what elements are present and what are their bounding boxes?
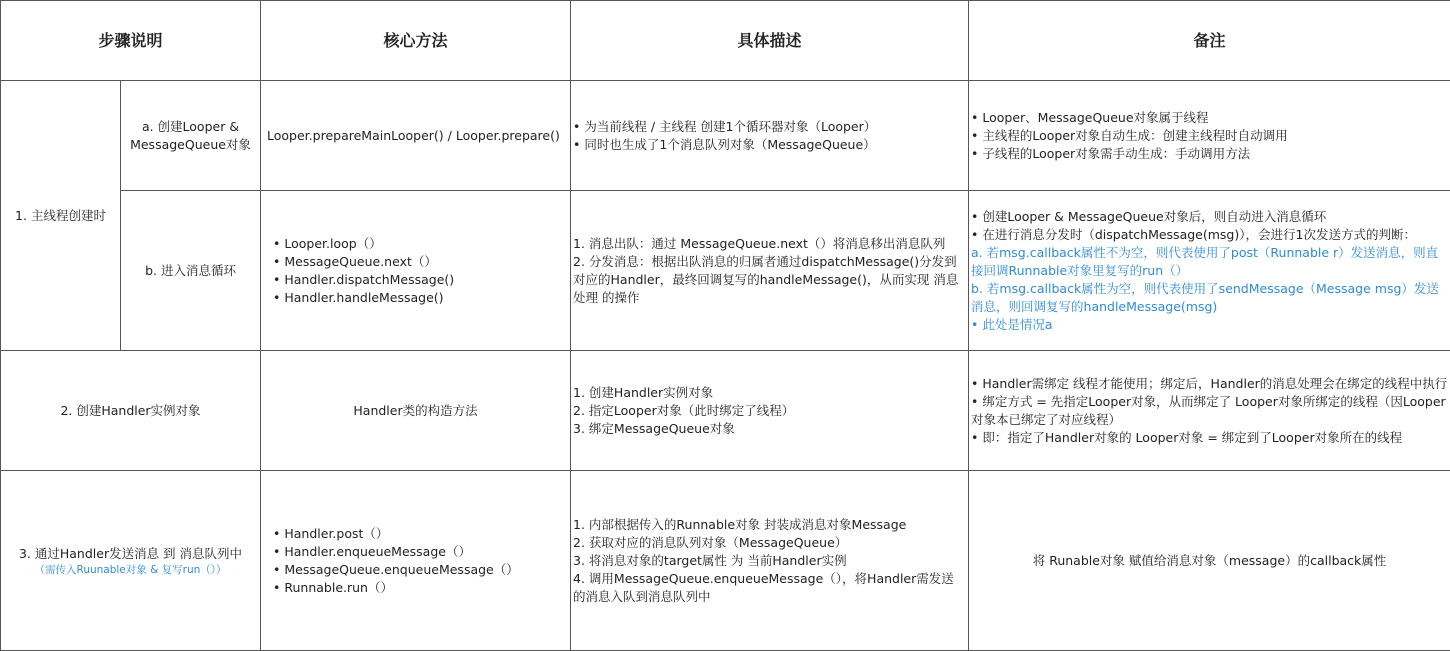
note-line-highlight: • 此处是情况a [971, 316, 1448, 334]
table-row [1, 191, 1450, 351]
method-line: • MessageQueue.enqueueMessage（） [273, 561, 568, 579]
header-notes: 备注 [969, 1, 1450, 81]
method-line: • Handler.handleMessage() [273, 289, 568, 307]
step1b-description [571, 191, 969, 351]
desc-line: 2. 指定Looper对象（此时绑定了线程） [573, 402, 966, 420]
step3-note: 将 Runable对象 赋值给消息对象（message）的callback属性 [969, 471, 1450, 651]
step3-description [571, 471, 969, 651]
desc-line: 1. 创建Handler实例对象 [573, 384, 966, 402]
table-row [1, 351, 1450, 471]
step1a-label: a. 创建Looper & MessageQueue对象 [121, 81, 261, 191]
desc-line: 2. 获取对应的消息队列对象（MessageQueue） [573, 534, 966, 552]
method-line: • Looper.loop（） [273, 235, 568, 253]
table-row [1, 81, 1450, 191]
note-line: • 主线程的Looper对象自动生成：创建主线程时自动调用 [971, 127, 1448, 145]
note-line: • 绑定方式 = 先指定Looper对象，从而绑定了 Looper对象所绑定的线程（因Looper对象本已绑定了对应线程） [971, 393, 1448, 429]
method-line: • MessageQueue.next（） [273, 253, 568, 271]
desc-line: 3. 将消息对象的target属性 为 当前Handler实例 [573, 552, 966, 570]
method-line: • Handler.dispatchMessage() [273, 271, 568, 289]
step1a-notes [969, 81, 1450, 191]
step2-notes [969, 351, 1450, 471]
header-description: 具体描述 [571, 1, 969, 81]
step1b-methods [261, 191, 571, 351]
note-line: • 在进行消息分发时（dispatchMessage(msg)），会进行1次发送方式的判断： [971, 226, 1448, 244]
note-line: • 子线程的Looper对象需手动生成：手动调用方法 [971, 145, 1448, 163]
header-steps: 步骤说明 [1, 1, 261, 81]
note-line: • 即：指定了Handler对象的 Looper对象 = 绑定到了Looper对象所在的线程 [971, 429, 1448, 447]
table-row [1, 471, 1450, 651]
step2-description [571, 351, 969, 471]
step3-methods [261, 471, 571, 651]
step1a-method: Looper.prepareMainLooper() / Looper.prepare() [261, 81, 571, 191]
method-line: • Handler.enqueueMessage（） [273, 543, 568, 561]
desc-line: 1. 内部根据传入的Runnable对象 封装成消息对象Message [573, 516, 966, 534]
desc-line: • 同时也生成了1个消息队列对象（MessageQueue） [573, 136, 966, 154]
step3-sublabel: （需传入Ruunable对象 & 复写run（）） [3, 563, 258, 577]
step2-method: Handler类的构造方法 [261, 351, 571, 471]
note-line-highlight: b. 若msg.callback属性为空，则代表使用了sendMessage（Message msg）发送消息，则回调复写的handleMessage(msg) [971, 280, 1448, 316]
method-line: • Handler.post（） [273, 525, 568, 543]
note-line-highlight: a. 若msg.callback属性不为空，则代表使用了post（Runnable r）发送消息，则直接回调Runnable对象里复写的run（） [971, 244, 1448, 280]
note-line: • Looper、MessageQueue对象属于线程 [971, 109, 1448, 127]
desc-line: 1. 消息出队：通过 MessageQueue.next（）将消息移出消息队列 [573, 235, 966, 253]
note-line: • 创建Looper & MessageQueue对象后，则自动进入消息循环 [971, 208, 1448, 226]
desc-line: 4. 调用MessageQueue.enqueueMessage（），将Handler需发送的消息入队到消息队列中 [573, 570, 966, 606]
header-row [1, 1, 1450, 81]
step3-cell [1, 471, 261, 651]
step1a-description [571, 81, 969, 191]
method-line: • Runnable.run（） [273, 579, 568, 597]
step1b-label: b. 进入消息循环 [121, 191, 261, 351]
step2-label: 2. 创建Handler实例对象 [1, 351, 261, 471]
note-line: • Handler需绑定 线程才能使用；绑定后，Handler的消息处理会在绑定的线程中执行 [971, 375, 1448, 393]
desc-line: 3. 绑定MessageQueue对象 [573, 420, 966, 438]
step1b-notes [969, 191, 1450, 351]
step1-label: 1. 主线程创建时 [1, 81, 121, 351]
header-methods: 核心方法 [261, 1, 571, 81]
step3-label: 3. 通过Handler发送消息 到 消息队列中 [3, 545, 258, 563]
desc-line: • 为当前线程 / 主线程 创建1个循环器对象（Looper） [573, 118, 966, 136]
desc-line: 2. 分发消息：根据出队消息的归属者通过dispatchMessage()分发到对应的Handler，最终回调复写的handleMessage()，从而实现 消息处理 的操作 [573, 253, 966, 307]
